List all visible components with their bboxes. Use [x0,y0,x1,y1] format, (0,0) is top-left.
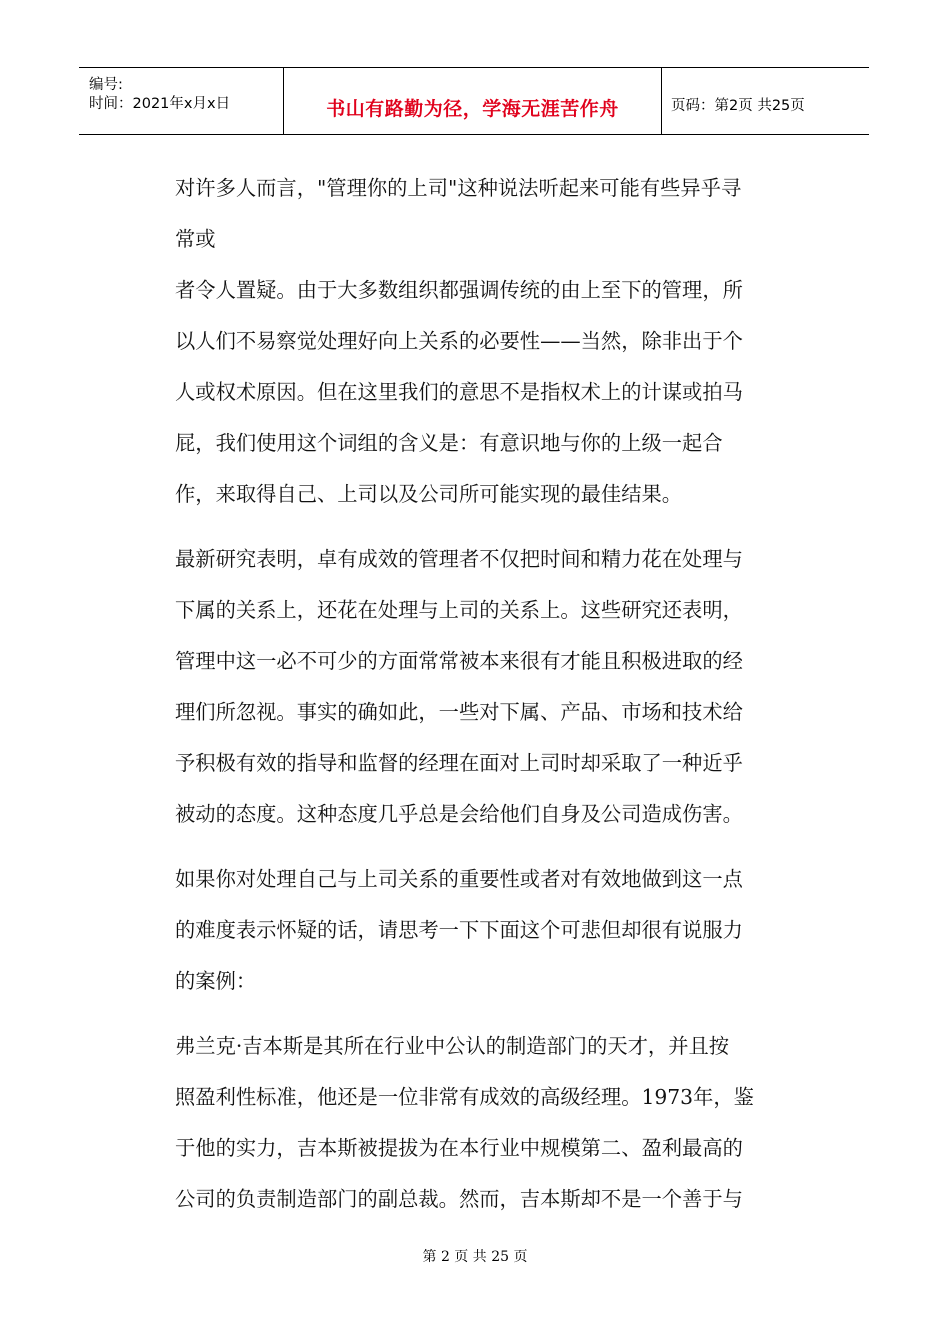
text-line: 者令人置疑。由于大多数组织都强调传统的由上至下的管理，所 [175,278,743,302]
serial-number-label: 编号: [89,77,123,93]
text-line: 于他的实力，吉本斯被提拔为在本行业中规模第二、盈利最高的 [175,1136,743,1160]
header-page-cell [662,68,869,134]
text-line: 被动的态度。这种态度几乎总是会给他们自身及公司造成伤害。 [175,802,743,826]
text-line: 屁，我们使用这个词组的含义是：有意识地与你的上级一起合 [175,431,723,455]
text-line: 常或 [175,227,216,251]
text-line: 管理中这一必不可少的方面常常被本来很有才能且积极进取的经 [175,649,743,673]
header-meta-cell [79,68,284,134]
paragraph [175,163,815,520]
text-line: 最新研究表明，卓有成效的管理者不仅把时间和精力花在处理与 [175,547,743,571]
text-line: 对许多人而言，"管理你的上司"这种说法听起来可能有些异乎寻 [175,176,742,200]
text-line: 公司的负责制造部门的副总裁。然而，吉本斯却不是一个善于与 [175,1187,743,1211]
text-line: 照盈利性标准，他还是一位非常有成效的高级经理。1973年，鉴 [175,1085,754,1109]
document-body [175,163,815,1239]
text-line: 理们所忽视。事实的确如此，一些对下属、产品、市场和技术给 [175,700,743,724]
paragraph [175,1021,815,1225]
page-code: 页码：第2页 共25页 [671,98,805,114]
text-line: 予积极有效的指导和监督的经理在面对上司时却采取了一种近乎 [175,751,743,775]
paragraph [175,854,815,1007]
text-line: 下属的关系上，还花在处理与上司的关系上。这些研究还表明， [175,598,743,622]
text-line: 的案例： [175,969,257,993]
page-footer: 第 2 页 共 25 页 [422,1249,528,1265]
paragraph [175,534,815,840]
header-motto-cell [284,68,662,134]
text-line: 作，来取得自己、上司以及公司所可能实现的最佳结果。 [175,482,683,506]
text-line: 弗兰克·吉本斯是其所在行业中公认的制造部门的天才，并且按 [175,1034,730,1058]
text-line: 人或权术原因。但在这里我们的意思不是指权术上的计谋或拍马 [175,380,743,404]
text-line: 如果你对处理自己与上司关系的重要性或者对有效地做到这一点 [175,867,743,891]
text-line: 的难度表示怀疑的话，请思考一下下面这个可悲但却很有说服力 [175,918,743,942]
date-line: 时间：2021年x月x日 [89,96,231,112]
text-line: 以人们不易察觉处理好向上关系的必要性——当然，除非出于个 [175,329,743,353]
page-header [79,67,869,135]
motto-text: 书山有路勤为径，学海无涯苦作舟 [326,98,619,120]
